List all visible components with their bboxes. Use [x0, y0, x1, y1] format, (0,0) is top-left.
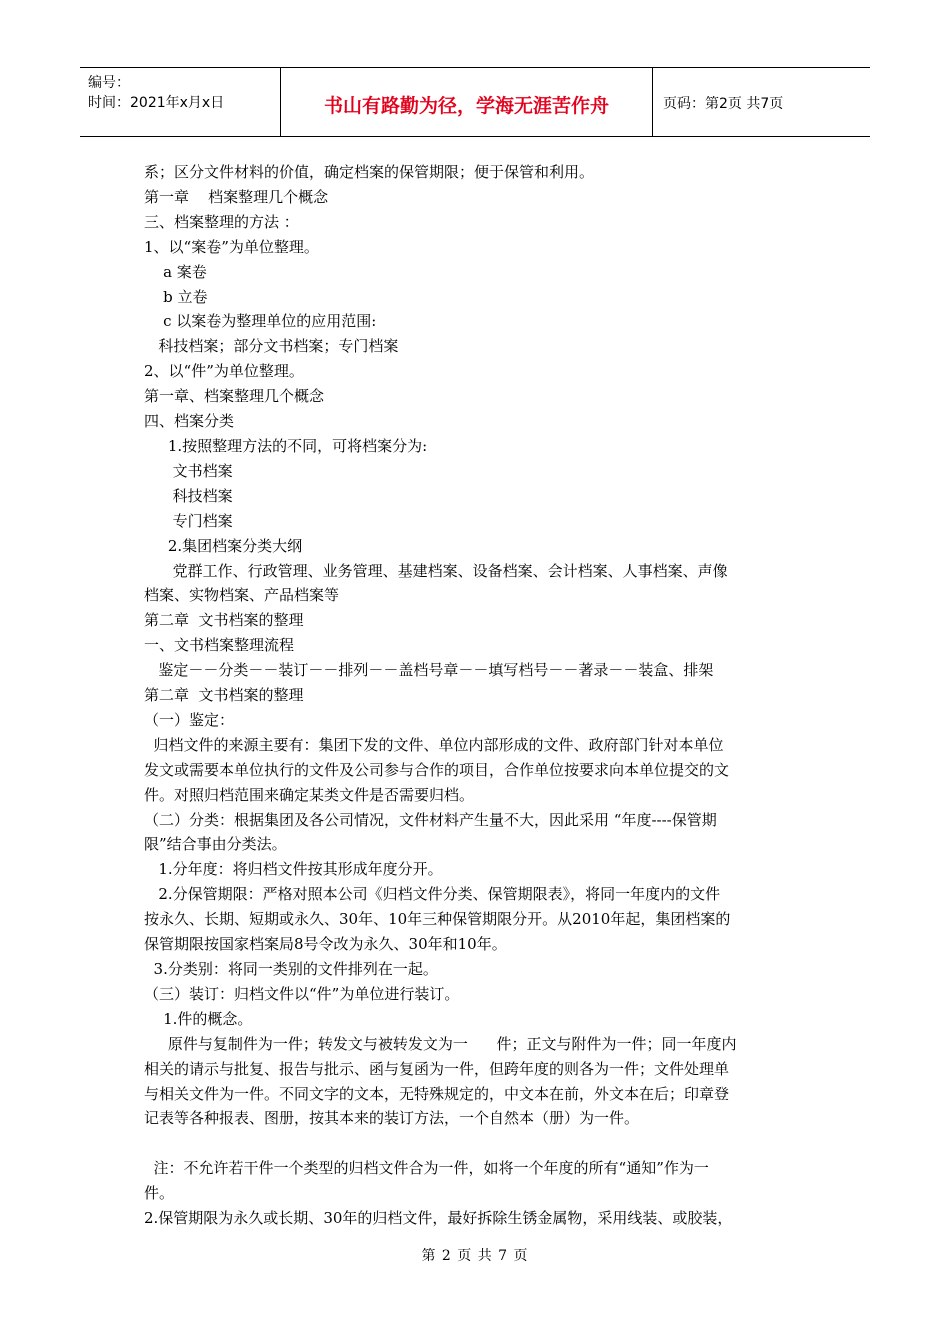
body-line: 件。对照归档范围来确定某类文件是否需要归档。: [144, 785, 475, 804]
document-number-label: 编号：: [88, 75, 130, 91]
header-page-info: 页码：第2页 共7页: [663, 96, 784, 112]
body-line: （三）装订：归档文件以“件”为单位进行装订。: [144, 984, 460, 1003]
body-line: 第一章 档案整理几个概念: [144, 187, 329, 206]
body-line: 1.按照整理方法的不同，可将档案分为:: [144, 436, 428, 455]
body-line: 注：不允许若干件一个类型的归档文件合为一件，如将一个年度的所有“通知”作为一: [144, 1159, 709, 1178]
body-line: 相关的请示与批复、报告与批示、函与复函为一件，但跨年度的则各为一件；文件处理单: [144, 1059, 730, 1078]
body-line: c 以案卷为整理单位的应用范围:: [144, 312, 377, 331]
body-line: 3.分类别：将同一类别的文件排列在一起。: [144, 960, 438, 978]
body-line: 系；区分文件材料的价值，确定档案的保管期限；便于保管和利用。: [144, 163, 595, 181]
body-line: 1.件的概念。: [144, 1009, 253, 1028]
body-line: 三、档案整理的方法 ：: [144, 212, 299, 231]
body-line: 一、文书档案整理流程: [144, 636, 295, 655]
body-line: 2、以“件”为单位整理。: [144, 362, 304, 381]
body-line: 归档文件的来源主要有：集团下发的文件、单位内部形成的文件、政府部门针对本单位: [144, 735, 724, 754]
header-motto: 书山有路勤为径，学海无涯苦作舟: [281, 68, 653, 136]
body-line: 按永久、长期、短期或永久、30年、10年三种保管期限分开。从2010年起，集团档案的: [144, 910, 731, 929]
body-line: 鉴定－－分类－－装订－－排列－－盖档号章－－填写档号－－著录－－装盒、排架: [144, 661, 714, 680]
body-line: 2.保管期限为永久或长期、30年的归档文件，最好拆除生锈金属物，采用线装、或胶装，: [144, 1209, 733, 1228]
body-line: 限”结合事由分类法。: [144, 835, 287, 854]
body-line: （一）鉴定：: [144, 710, 235, 729]
body-line: 文书档案: [144, 461, 233, 480]
body-line: 与相关文件为一件。不同文字的文本，无特殊规定的，中文本在前，外文本在后；印章登: [144, 1084, 730, 1103]
body-line: 第二章 文书档案的整理: [144, 611, 304, 630]
header-meta-cell: [80, 68, 281, 136]
document-time-label: 时间：2021年x月x日: [88, 95, 225, 111]
body-line: （二）分类：根据集团及各公司情况，文件材料产生量不大，因此采用 “年度----保管期: [144, 810, 717, 829]
body-line: 党群工作、行政管理、业务管理、基建档案、设备档案、会计档案、人事档案、声像: [144, 561, 728, 580]
body-line: 科技档案；部分文书档案；专门档案: [144, 337, 399, 356]
body-line: 四、档案分类: [144, 412, 235, 431]
body-line: 2.集团档案分类大纲: [144, 536, 303, 555]
page-footer: 第 2 页 共 7 页: [421, 1248, 529, 1264]
body-line: 第一章、档案整理几个概念: [144, 387, 325, 406]
document-body: [144, 160, 808, 1231]
body-line: 2.分保管期限：严格对照本公司《归档文件分类、保管期限表》，将同一年度内的文件: [144, 885, 721, 904]
body-line: 科技档案: [144, 486, 233, 505]
header-table: [80, 67, 870, 137]
body-line: 1.分年度：将归档文件按其形成年度分开。: [144, 860, 443, 879]
body-line: b 立卷: [144, 287, 208, 306]
body-line: 档案、实物档案、产品档案等: [144, 586, 340, 605]
body-line: a 案卷: [144, 262, 207, 281]
body-line: 保管期限按国家档案局8号令改为永久、30年和10年。: [144, 935, 507, 954]
body-line: 发文或需要本单位执行的文件及公司参与合作的项目，合作单位按要求向本单位提交的文: [144, 760, 730, 779]
body-line: 件。: [144, 1184, 175, 1203]
body-line: 第二章 文书档案的整理: [144, 686, 304, 705]
body-line: [144, 1131, 808, 1156]
body-line: 记表等各种报表、图册，按其本来的装订方法，一个自然本（册）为一件。: [144, 1109, 640, 1128]
body-line: 原件与复制件为一件；转发文与被转发文为一 件；正文与附件为一件；同一年度内: [144, 1034, 737, 1053]
body-line: 专门档案: [144, 511, 233, 530]
body-line: 1、以“案卷”为单位整理。: [144, 237, 319, 256]
